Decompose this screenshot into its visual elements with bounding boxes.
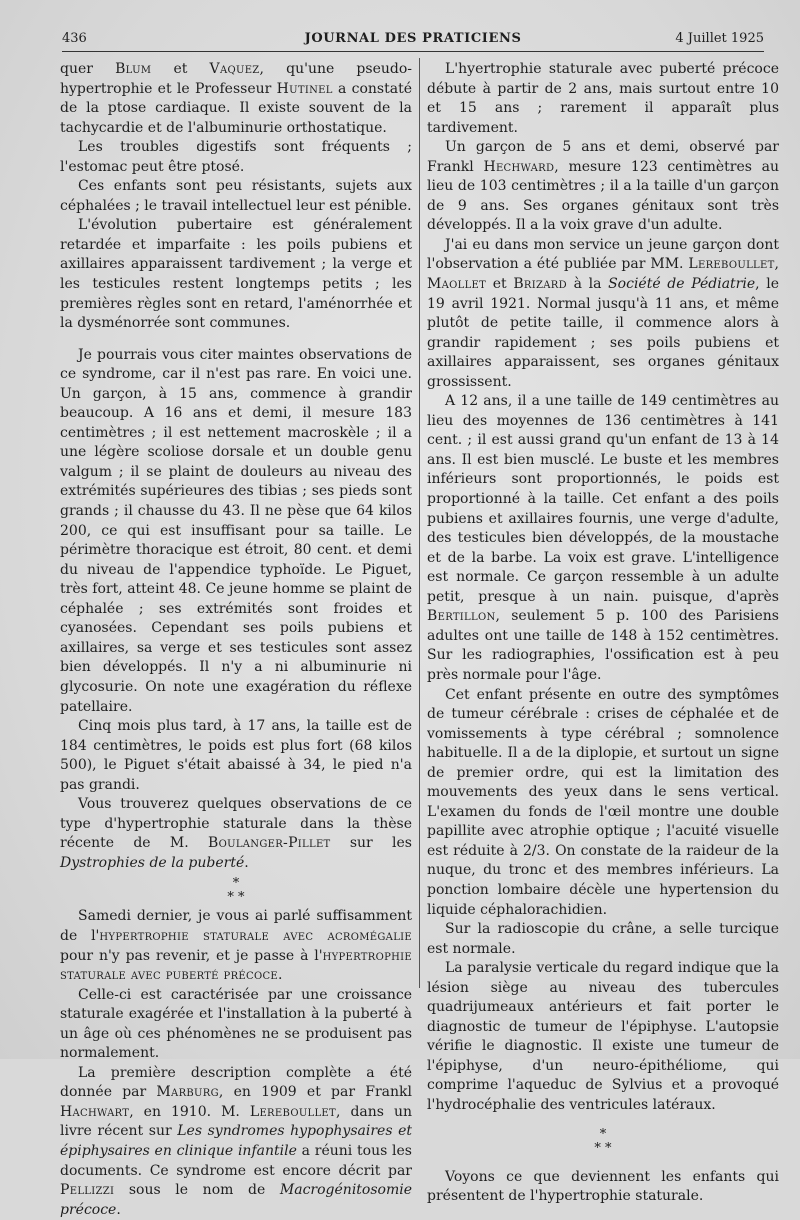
text-run: . (244, 854, 249, 871)
text-run: Un garçon de 5 ans et demi, observé par Frankl (427, 139, 779, 175)
issue-date: 4 Juillet 1925 (675, 31, 764, 46)
author-name: Hutinel (276, 80, 333, 97)
paragraph: L'hyertrophie staturale avec puberté précoce débute à partir de 2 ans, mais surtout entre 10 et 15 ans ; rarement il apparaît plus tardivement. (427, 61, 779, 136)
left-column (60, 60, 412, 1220)
author-name: Marburg (156, 1084, 219, 1101)
author-name: Hechward (483, 158, 555, 175)
text-run: sur les (330, 835, 412, 852)
text-run: a réuni tous les documents. Ce syndrome est encore décrit par (60, 1142, 412, 1179)
separator-star: * (232, 876, 240, 892)
author-name: Maollet (427, 276, 487, 293)
text-run: et (151, 61, 210, 77)
section-separator (427, 1128, 779, 1156)
paragraph: L'évolution pubertaire est généralement retardée et imparfaite : les poils pubiens et axillaires apparaissent tardivement ; la verge et les testicules restent longtemps petits ; les premières règles sont en retard, l'aménorrhée et la dysménorrée sont communes. (60, 217, 412, 332)
society-name: Société de Pédiatrie (608, 276, 756, 293)
thesis-title: Dystrophies de la puberté (60, 854, 245, 871)
text-run: , dans un livre récent sur (60, 1103, 412, 1140)
text-run: , en 1909 et par Frankl (218, 1084, 412, 1101)
paragraph: La paralysie verticale du regard indique que la lésion siège au niveau des tubercules quadrijumeaux antérieurs et fait porter le diagnostic de tumeur de l'épiphyse. L'autopsie vérifie le diagnostic. Il existe une tumeur de l'épiphyse, d'un neuro-épithéliome, qui comprime l'aqueduc de Sylvius et a provoqué l'hydrocéphalie des ventricules latéraux. (427, 960, 779, 1113)
paragraph: Je pourrais vous citer maintes observations de ce syndrome, car il n'est pas rare. En voici une. Un garçon, à 15 ans, commence à grandir beaucoup. A 16 ans et demi, il mesure 183 centimètres ; il est nettement macroskèle ; il a une légère scoliose dorsale et un double genu valgum ; il se plaint de douleurs au niveau des extrémités supérieures des tibias ; ses pieds sont grands ; il chausse du 43. Il ne pèse que 64 kilos 200, ce qui est insuffisant pour sa taille. Le périmètre thoracique est étroit, 80 cent. et demi du niveau de l'appendice typhoïde. Le Piguet, très fort, atteint 48. Ce jeune homme se plaint de céphalée ; ses extrémités sont froides et cyanosées. Cependant ses poils pubiens et axillaires, sa verge et ses testicules sont assez bien développés. Il n'y a ni albuminurie ni glycosurie. On note une exagération du réflexe patellaire. (60, 346, 412, 715)
separator-stars: * * (594, 1140, 612, 1156)
text-run: , (774, 256, 779, 273)
author-name: Bertillon (427, 608, 496, 625)
author-name: Hachwart (60, 1103, 130, 1120)
text-run: , en 1910. M. (129, 1103, 250, 1120)
separator-stars: * * (227, 890, 245, 906)
paragraph: Cinq mois plus tard, à 17 ans, la taille est de 184 centimètres, le poids est plus fort (68 kilos 500), le Piguet s'était abaissé à 34, le pied n'a pas grandi. (60, 718, 412, 793)
topic-heading: hypertrophie staturale avec acromégalie (99, 927, 412, 944)
paragraph (427, 392, 779, 685)
text-run: et (486, 276, 514, 293)
text-run: Vous trouverez quelques observations de ce type d'hypertrophie staturale dans la thèse récente de M. (60, 796, 412, 852)
text-run: quer (60, 61, 116, 77)
author-name: Boulanger-Pillet (208, 835, 331, 852)
paragraph: Sur la radioscopie du crâne, a selle turcique est normale. (427, 921, 779, 957)
text-run: . (116, 1201, 121, 1218)
author-name: Blum (115, 61, 152, 77)
text-run: Samedi dernier, je vous ai parlé suffisamment de l' (60, 908, 412, 944)
text-run: La première description complète a été donnée par (60, 1064, 412, 1101)
paragraph: Les troubles digestifs sont fréquents ; l'estomac peut être ptosé. (60, 139, 412, 175)
text-run: pour n'y pas revenir, et je passe à l' (60, 947, 323, 964)
author-name: Brizard (513, 276, 567, 293)
column-divider (419, 58, 420, 988)
journal-title: JOURNAL DES PRATICIENS (304, 31, 522, 46)
author-name: Lereboullet (249, 1103, 336, 1120)
paragraph (427, 236, 779, 392)
page-number: 436 (62, 31, 87, 46)
topic-heading: hypertrophie staturale avec puberté précoce (60, 947, 412, 984)
author-name: Pellizzi (60, 1182, 115, 1199)
text-run: a constaté de la ptose cardiaque. Il existe souvent de la tachycardie et de l'albuminurie orthostatique. (60, 80, 412, 136)
section-separator (60, 877, 412, 905)
paragraph: Cet enfant présente en outre des symptômes de tumeur cérébrale : crises de céphalée et de vomissements à type cérébral ; somnolence habituelle. Il a de la diplopie, et surtout un signe de premier ordre, qui est la limitation des mouvements des yeux dans le sens vertical. L'examen du fonds de l'œil montre une double papillite avec atrophie optique ; l'acuité visuelle est réduite à 2/3. On constate de la raideur de la nuque, du tronc et des membres inférieurs. La ponction lombaire décèle une hypertension du liquide céphalorachidien. (427, 686, 779, 918)
paragraph (60, 60, 412, 138)
paragraph: Celle-ci est caractérisée par une croissance staturale exagérée et l'installation à la puberté à un âge où ces phénomènes ne se produisent pas normalement. (60, 986, 412, 1062)
text-run: , qu'une pseudo-hypertrophie et le Professeur (60, 61, 412, 97)
paragraph (427, 138, 779, 236)
text-run: J'ai eu dans mon service un jeune garçon dont l'observation a été publiée par MM. (427, 236, 779, 273)
separator-star: * (599, 1126, 607, 1142)
paragraph: Voyons ce que deviennent les enfants qui présentent de l'hypertrophie staturale. (427, 1168, 779, 1205)
author-name: Vaquez (209, 61, 260, 77)
text-run: à la (566, 276, 609, 293)
paragraph (60, 907, 412, 985)
text-run: , le 19 avril 1921. Normal jusqu'à 11 ans, et même plutôt de petite taille, il commence alors à grandir rapidement ; ses poils pubiens et axillaires apparaissent, ses organes génitaux grossissent. (427, 276, 780, 390)
book-title: Les syndromes hypophysaires et épiphysaires en clinique infantile (60, 1123, 412, 1159)
right-column (427, 60, 779, 1207)
text-run: A 12 ans, il a une taille de 149 centimètres au lieu des moyennes de 136 centimètres à 141 cent. ; il est aussi grand qu'un enfant de 13 à 14 ans. Il est bien musclé. Le buste et les membres inférieurs sont proportionnés, le poids est proportionné à la taille. Cet enfant a des poils pubiens et axillaires fournis, une verge d'adulte, des testicules bien développés, de la moustache et de la barbe. La voix est grave. L'intelligence est normale. Ce garçon ressemble à un adulte petit, presque à un nain. puisque, d'après (427, 393, 779, 605)
running-header (62, 30, 764, 48)
paragraph: Ces enfants sont peu résistants, sujets aux céphalées ; le travail intellectuel leur est pénible. (60, 178, 412, 214)
text-run: , mesure 123 centimètres au lieu de 103 centimètres ; il a la taille d'un garçon de 9 ans. Ses organes génitaux sont très développés. Il a la voix grave d'un adulte. (427, 158, 780, 234)
paragraph (60, 1064, 412, 1220)
text-run: . (278, 967, 283, 984)
header-rule (62, 51, 764, 52)
author-name: Lereboullet (688, 256, 775, 273)
text-run: sous le nom de (114, 1182, 280, 1199)
text-run: , seulement 5 p. 100 des Parisiens adultes ont une taille de 148 à 152 centimètres. Sur les radiographies, l'ossification est à peu près normale pour l'âge. (427, 608, 779, 683)
paragraph (60, 795, 412, 873)
syndrome-name: Macrogénitosomie précoce (60, 1182, 412, 1218)
